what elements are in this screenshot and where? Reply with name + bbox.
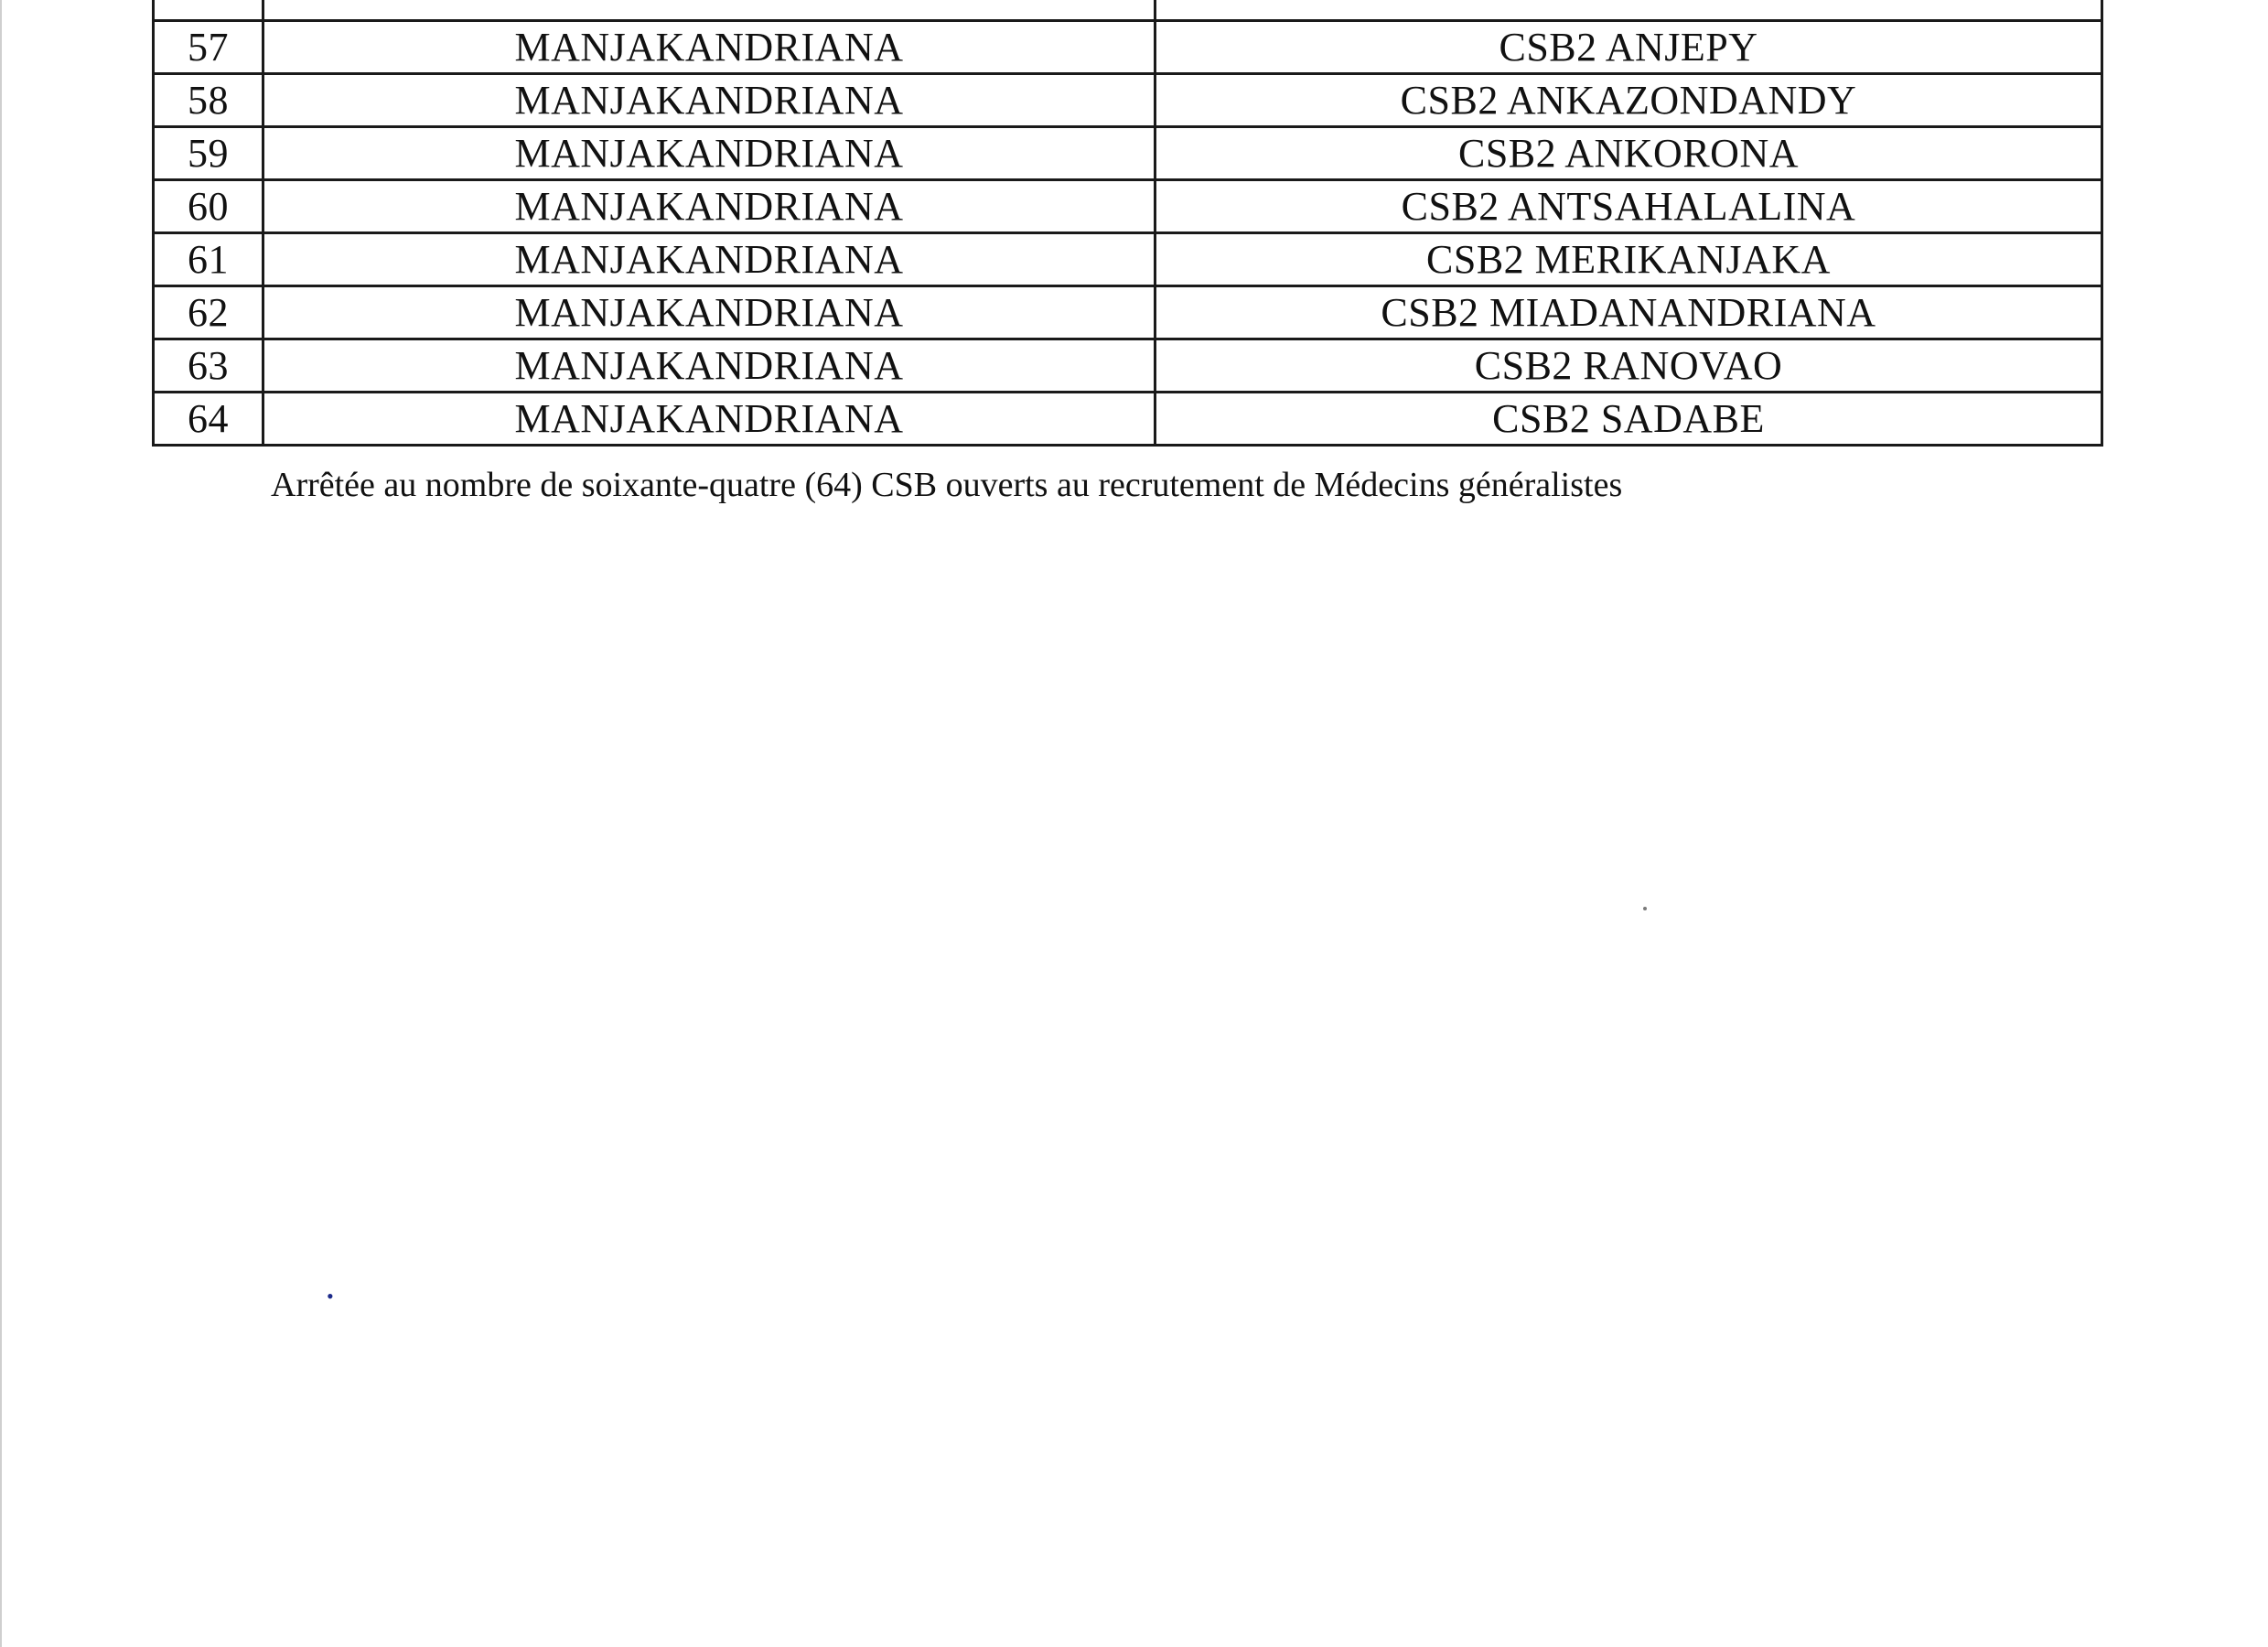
table-row (154, 233, 2102, 286)
table-row-partial (154, 0, 2102, 21)
district-cell: MANJAKANDRIANA (263, 393, 1155, 446)
csb-cell: CSB2 MERIKANJAKA (1155, 233, 2102, 286)
district-cell: MANJAKANDRIANA (263, 180, 1155, 233)
district-cell (263, 0, 1155, 21)
district-cell: MANJAKANDRIANA (263, 233, 1155, 286)
ink-speck-icon: • (327, 1285, 334, 1308)
csb-cell: CSB2 RANOVAO (1155, 339, 2102, 393)
row-number: 59 (154, 127, 263, 180)
csb-cell: CSB2 ANKAZONDANDY (1155, 74, 2102, 127)
table-row (154, 393, 2102, 446)
district-cell: MANJAKANDRIANA (263, 339, 1155, 393)
table-row (154, 21, 2102, 74)
table-row (154, 339, 2102, 393)
district-cell: MANJAKANDRIANA (263, 74, 1155, 127)
csb-cell: CSB2 ANKORONA (1155, 127, 2102, 180)
table-row (154, 286, 2102, 339)
row-number: 62 (154, 286, 263, 339)
district-cell: MANJAKANDRIANA (263, 286, 1155, 339)
district-cell: MANJAKANDRIANA (263, 127, 1155, 180)
table-row (154, 127, 2102, 180)
csb-cell: CSB2 SADABE (1155, 393, 2102, 446)
row-number: 64 (154, 393, 263, 446)
csb-cell (1155, 0, 2102, 21)
table-row (154, 180, 2102, 233)
row-number: 63 (154, 339, 263, 393)
scan-dot (1643, 907, 1647, 910)
row-number: 58 (154, 74, 263, 127)
csb-table (152, 0, 2103, 447)
row-number: 57 (154, 21, 263, 74)
row-number (154, 0, 263, 21)
district-cell: MANJAKANDRIANA (263, 21, 1155, 74)
csb-cell: CSB2 ANJEPY (1155, 21, 2102, 74)
page-edge (0, 0, 2, 1647)
closing-statement: Arrêtée au nombre de soixante-quatre (64) CSB ouverts au recrutement de Médecins généralistes (271, 466, 1623, 504)
row-number: 61 (154, 233, 263, 286)
csb-table-container (152, 0, 2101, 447)
table-row (154, 74, 2102, 127)
csb-cell: CSB2 MIADANANDRIANA (1155, 286, 2102, 339)
row-number: 60 (154, 180, 263, 233)
csb-cell: CSB2 ANTSAHALALINA (1155, 180, 2102, 233)
